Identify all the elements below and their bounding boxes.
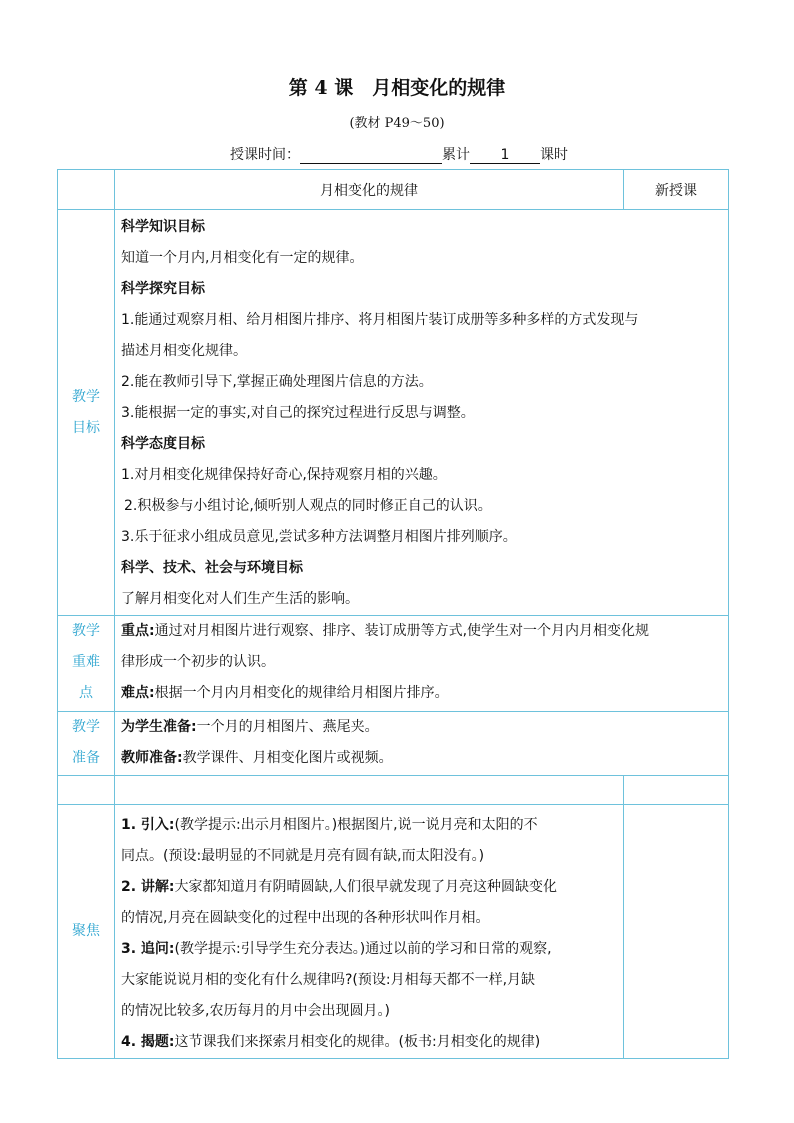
key-point-text-b: 律形成一个初步的认识。: [121, 654, 275, 670]
knowledge-text: 知道一个月内,月相变化有一定的规律。: [121, 250, 364, 266]
goals-label-2: 目标: [72, 419, 100, 436]
textbook-pages: (教材 P49～50): [349, 116, 445, 131]
keypoints-content: [115, 616, 729, 712]
intro-text-b: 同点。(预设:最明显的不同就是月亮有圆有缺,而太阳没有。): [121, 848, 485, 864]
inquiry-heading: 科学探究目标: [121, 281, 205, 297]
keypoints-label-cell: [58, 616, 115, 712]
preparation-label-2: 准备: [72, 750, 100, 766]
reveal-text: 这节课我们来探索月相变化的规律。(板书:月相变化的规律): [174, 1034, 541, 1050]
intro-text-a: (教学提示:出示月相图片。)根据图片,说一说月亮和太阳的不: [174, 817, 538, 833]
inquiry-item-3: 3.能根据一定的事实,对自己的探究过程进行反思与调整。: [121, 405, 475, 421]
attitude-item-1: 1.对月相变化规律保持好奇心,保持观察月相的兴趣。: [121, 467, 447, 483]
focus-label: 聚焦: [72, 923, 100, 939]
attitude-item-2: 2.积极参与小组讨论,倾听别人观点的同时修正自己的认识。: [124, 498, 492, 514]
total-value: 1: [470, 147, 540, 164]
lesson-time-line: [230, 144, 568, 164]
goals-label-1: 教学: [72, 388, 100, 405]
inquiry-item-1a: 1.能通过观察月相、给月相图片排序、将月相图片装订成册等多种多样的方式发现与: [121, 312, 639, 328]
explain-text-a: 大家都知道月有阴晴圆缺,人们很早就发现了月亮这种圆缺变化: [174, 879, 557, 895]
society-heading: 科学、技术、社会与环境目标: [121, 560, 303, 576]
difficult-point-text: 根据一个月内月相变化的规律给月相图片排序。: [154, 685, 449, 701]
keypoints-label-3: 点: [79, 685, 93, 701]
focus-notes-cell: [624, 805, 729, 1059]
inquiry-item-2: 2.能在教师引导下,掌握正确处理图片信息的方法。: [121, 374, 433, 390]
spacer-cell-2: [115, 776, 624, 805]
spacer-cell-1: [58, 776, 115, 805]
goals-content: [115, 210, 729, 616]
keypoints-label-2: 重难: [72, 654, 100, 670]
focus-content: [115, 805, 624, 1059]
preparation-content: [115, 712, 729, 776]
teacher-prep-text: 教学课件、月相变化图片或视频。: [182, 750, 393, 766]
student-prep-label: 为学生准备:: [121, 719, 197, 735]
goals-label-cell: [58, 210, 115, 616]
question-label: 3. 追问:: [121, 941, 175, 957]
question-text-b: 大家能说说月相的变化有什么规律吗?(预设:月相每天都不一样,月缺: [121, 972, 536, 988]
lesson-topic: 月相变化的规律: [320, 182, 418, 199]
teacher-prep-label: 教师准备:: [121, 750, 183, 766]
reveal-label: 4. 揭题:: [121, 1034, 175, 1050]
lesson-type: 新授课: [655, 182, 697, 199]
attitude-item-3: 3.乐于征求小组成员意见,尝试多种方法调整月相图片排列顺序。: [121, 529, 517, 545]
focus-row: [58, 805, 729, 1059]
time-label: 授课时间：: [230, 147, 300, 163]
preparation-label-1: 教学: [72, 719, 100, 735]
spacer-row: [58, 776, 729, 805]
society-text: 了解月相变化对人们生产生活的影响。: [121, 591, 359, 607]
key-point-label: 重点:: [121, 623, 155, 639]
time-blank[interactable]: [300, 147, 442, 164]
explain-text-b: 的情况,月亮在圆缺变化的过程中出现的各种形状叫作月相。: [121, 910, 490, 926]
inquiry-item-1b: 描述月相变化规律。: [121, 343, 247, 359]
spacer-cell-3: [624, 776, 729, 805]
difficult-point-label: 难点:: [121, 685, 155, 701]
knowledge-heading: 科学知识目标: [121, 219, 205, 235]
goals-row: [58, 210, 729, 616]
lesson-plan-table: [57, 169, 729, 1059]
student-prep-text: 一个月的月相图片、燕尾夹。: [196, 719, 379, 735]
question-text-c: 的情况比较多,农历每月的月中会出现圆月。): [121, 1003, 390, 1019]
focus-label-cell: [58, 805, 115, 1059]
topic-cell: [115, 170, 624, 210]
key-point-text-a: 通过对月相图片进行观察、排序、装订成册等方式,使学生对一个月内月相变化规: [154, 623, 650, 639]
lesson-type-cell: [624, 170, 729, 210]
keypoints-label-1: 教学: [72, 623, 100, 639]
unit-label: 课时: [540, 147, 568, 163]
topic-row: [58, 170, 729, 210]
lesson-title: 第 4 课 月相变化的规律: [288, 77, 506, 99]
explain-label: 2. 讲解:: [121, 879, 175, 895]
question-text-a: (教学提示:引导学生充分表达。)通过以前的学习和日常的观察,: [174, 941, 552, 957]
preparation-label-cell: [58, 712, 115, 776]
attitude-heading: 科学态度目标: [121, 436, 205, 452]
intro-label: 1. 引入:: [121, 817, 175, 833]
topic-blank-cell: [58, 170, 115, 210]
total-label: 累计: [442, 147, 470, 163]
preparation-row: [58, 712, 729, 776]
keypoints-row: [58, 616, 729, 712]
